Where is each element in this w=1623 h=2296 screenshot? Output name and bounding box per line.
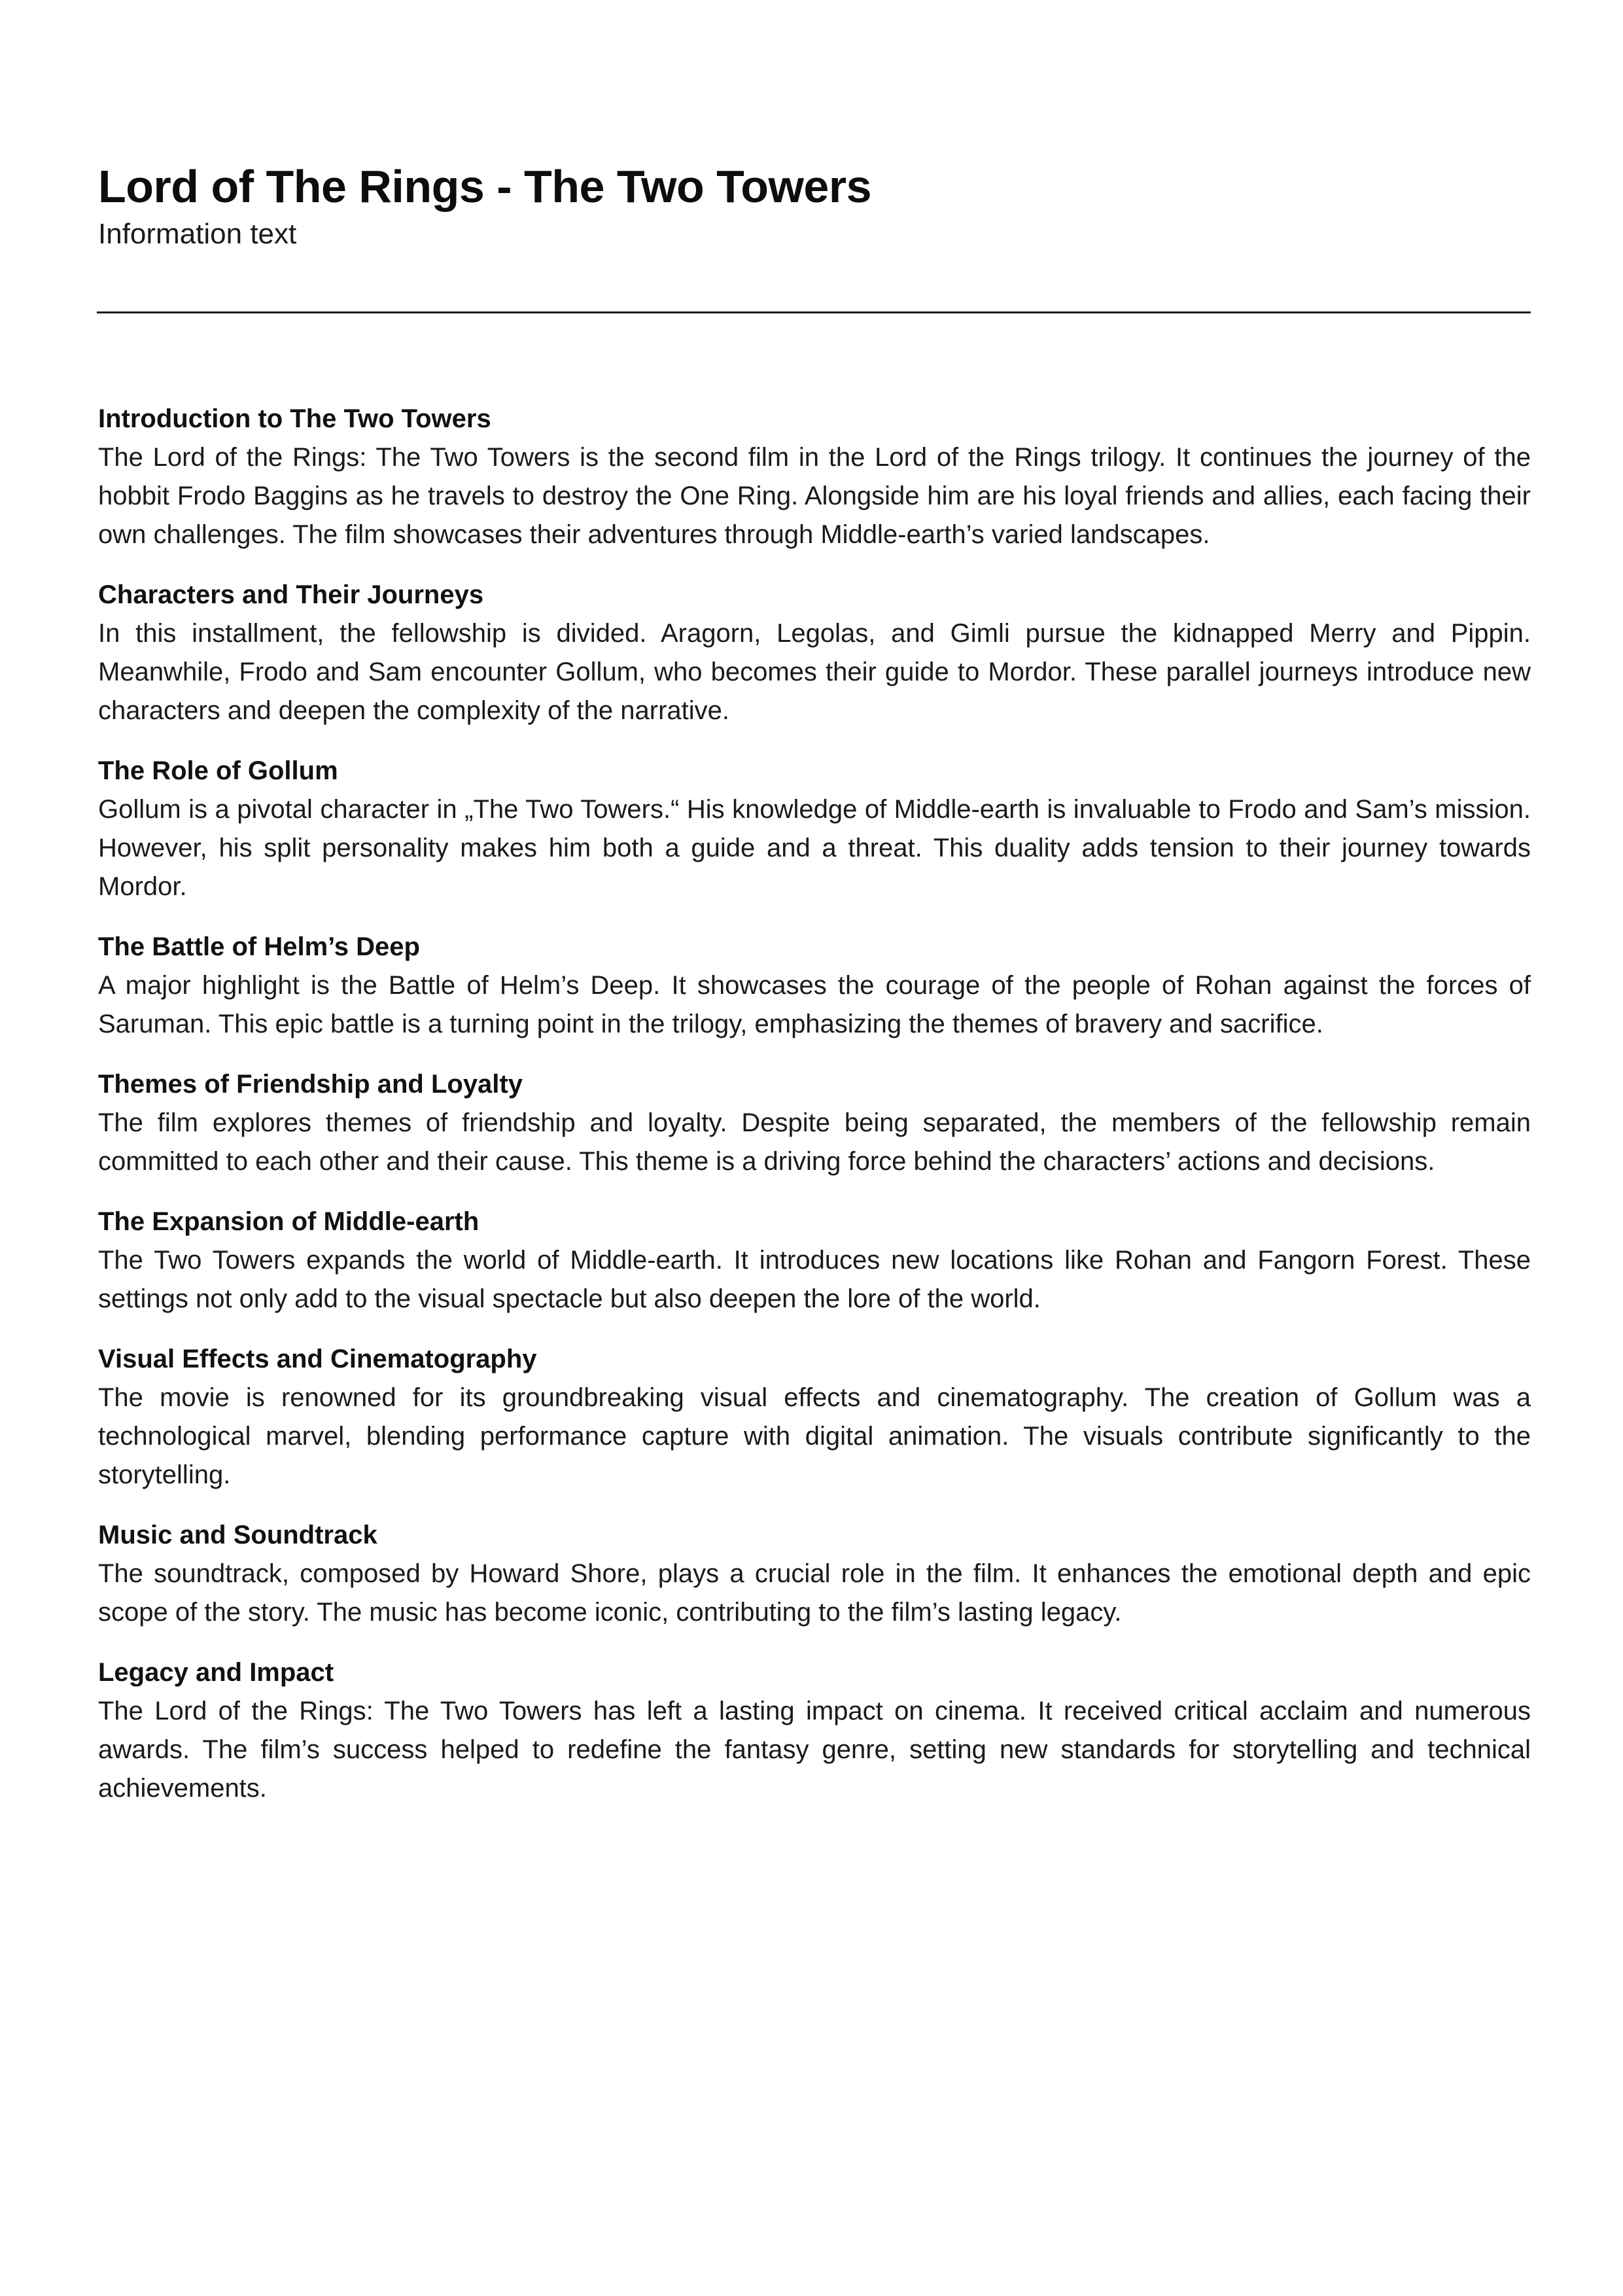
section-legacy [98, 1653, 1531, 1808]
section-friendship [98, 1065, 1531, 1181]
document-header [98, 157, 1531, 253]
section-heading: Music and Soundtrack [98, 1521, 377, 1549]
section-visual-effects [98, 1340, 1531, 1494]
section-heading: Introduction to The Two Towers [98, 404, 491, 433]
section-body: Gollum is a pivotal character in „The Two Towers.“ His knowledge of Middle-earth is invaluable to Frodo and Sam’s mission. However, his split personality makes him both a guide and a threat. This duality adds tension to their journey towards Mordor. [98, 795, 1531, 901]
section-body: The soundtrack, composed by Howard Shore, plays a crucial role in the film. It enhances the emotional depth and epic scope of the story. The music has become iconic, contributing to the film’s lasting legacy. [98, 1559, 1531, 1627]
header-divider [97, 311, 1531, 313]
section-body: The Lord of the Rings: The Two Towers has left a lasting impact on cinema. It received critical acclaim and numerous awards. The film’s success helped to redefine the fantasy genre, setting new standards for storytelling and technical achievements. [98, 1697, 1531, 1803]
section-heading: The Battle of Helm’s Deep [98, 932, 420, 961]
section-body: The film explores themes of friendship and loyalty. Despite being separated, the members of the fellowship remain committed to each other and their cause. This theme is a driving force behind the characters’ actions and decisions. [98, 1108, 1531, 1176]
section-heading: Characters and Their Journeys [98, 580, 484, 609]
section-gollum [98, 752, 1531, 906]
section-characters [98, 576, 1531, 730]
section-body: The Two Towers expands the world of Middle-earth. It introduces new locations like Rohan and Fangorn Forest. These settings not only add to the visual spectacle but also deepen the lore of the world. [98, 1246, 1531, 1313]
section-body: A major highlight is the Battle of Helm’s Deep. It showcases the courage of the people of Rohan against the forces of Saruman. This epic battle is a turning point in the trilogy, emphasizing the themes of bravery and sacrifice. [98, 971, 1531, 1038]
document-subtitle: Information text [98, 218, 297, 250]
section-heading: Legacy and Impact [98, 1658, 334, 1687]
section-heading: Themes of Friendship and Loyalty [98, 1070, 523, 1099]
section-introduction [98, 400, 1531, 554]
section-helms-deep [98, 928, 1531, 1044]
section-body: The movie is renowned for its groundbreaking visual effects and cinematography. The creation of Gollum was a technological marvel, blending performance capture with digital animation. The visuals contribute significantly to the storytelling. [98, 1383, 1531, 1489]
section-heading: The Role of Gollum [98, 756, 338, 785]
section-heading: Visual Effects and Cinematography [98, 1345, 537, 1373]
section-middle-earth [98, 1203, 1531, 1318]
section-body: The Lord of the Rings: The Two Towers is the second film in the Lord of the Rings trilogy. It continues the journey of the hobbit Frodo Baggins as he travels to destroy the One Ring. Alongside him are his loyal friends and allies, each facing their own challenges. The film showcases their adventures through Middle-earth’s varied landscapes. [98, 443, 1531, 549]
document-title: Lord of The Rings - The Two Towers [98, 161, 872, 212]
section-heading: The Expansion of Middle-earth [98, 1207, 480, 1236]
section-music [98, 1516, 1531, 1632]
document-content [98, 400, 1531, 1829]
section-body: In this installment, the fellowship is divided. Aragorn, Legolas, and Gimli pursue the kidnapped Merry and Pippin. Meanwhile, Frodo and Sam encounter Gollum, who becomes their guide to Mordor. These parallel journeys introduce new characters and deepen the complexity of the narrative. [98, 619, 1531, 725]
